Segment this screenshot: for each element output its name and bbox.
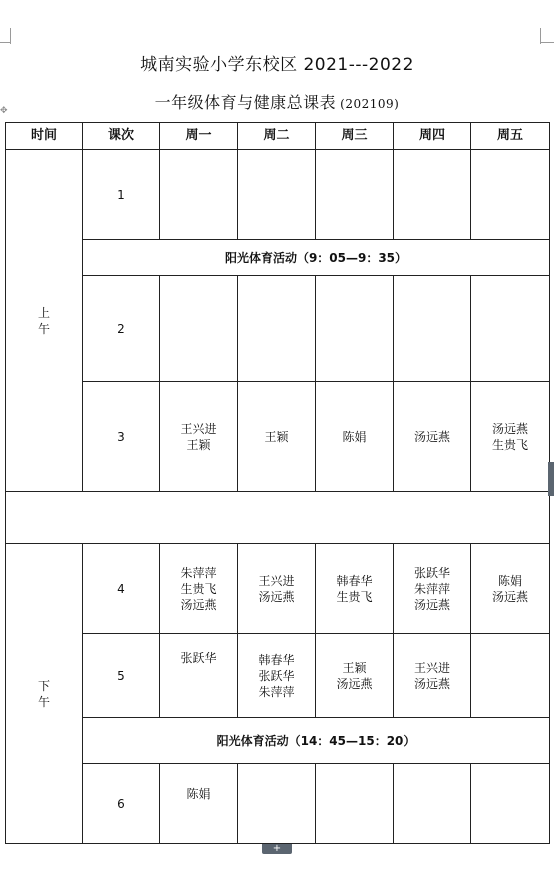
schedule-cell[interactable]: 朱萍萍 生贵飞 汤远燕 <box>160 544 238 634</box>
afternoon-activity-banner: 阳光体育活动（14：45—15：20） <box>83 718 550 764</box>
schedule-cell[interactable] <box>316 764 394 844</box>
morning-label <box>6 150 83 492</box>
schedule-cell[interactable] <box>160 150 238 240</box>
add-row-handle-icon[interactable]: + <box>262 844 292 854</box>
schedule-cell[interactable]: 张跃华 朱萍萍 汤远燕 <box>394 544 471 634</box>
schedule-cell[interactable]: 韩春华 张跃华 朱萍萍 <box>238 634 316 718</box>
morning-activity-banner: 阳光体育活动（9：05—9：35） <box>83 240 550 276</box>
crop-mark-top-right-h <box>541 42 554 43</box>
subtitle-code: (202109) <box>340 97 400 111</box>
schedule-cell[interactable]: 汤远燕 <box>394 382 471 492</box>
afternoon-label-1: 下 <box>37 678 50 693</box>
document-title: 城南实验小学东校区 2021---2022 <box>140 55 414 75</box>
table-row <box>6 382 550 492</box>
schedule-cell[interactable]: 王颖 <box>238 382 316 492</box>
header-period: 课次 <box>83 123 160 150</box>
side-scroll-tab[interactable] <box>548 462 554 496</box>
schedule-cell[interactable] <box>160 276 238 382</box>
table-header-row <box>6 123 550 150</box>
schedule-cell[interactable]: 王兴进 汤远燕 <box>238 544 316 634</box>
schedule-cell[interactable] <box>238 150 316 240</box>
period-number: 2 <box>83 276 160 382</box>
header-monday: 周一 <box>160 123 238 150</box>
header-friday: 周五 <box>471 123 550 150</box>
schedule-cell[interactable] <box>394 150 471 240</box>
schedule-cell[interactable]: 汤远燕 生贵飞 <box>471 382 550 492</box>
period-number: 5 <box>83 634 160 718</box>
schedule-cell[interactable] <box>394 764 471 844</box>
schedule-cell[interactable] <box>316 150 394 240</box>
table-row <box>6 718 550 764</box>
table-row <box>6 544 550 634</box>
morning-label-2: 午 <box>37 321 50 336</box>
schedule-table <box>5 122 550 844</box>
schedule-cell[interactable] <box>471 276 550 382</box>
schedule-cell[interactable] <box>316 276 394 382</box>
schedule-cell[interactable] <box>394 276 471 382</box>
schedule-cell[interactable]: 张跃华 <box>160 634 238 718</box>
period-number: 6 <box>83 764 160 844</box>
subtitle-text: 一年级体育与健康总课表 <box>154 93 337 112</box>
schedule-cell[interactable] <box>471 150 550 240</box>
period-number: 3 <box>83 382 160 492</box>
period-number: 1 <box>83 150 160 240</box>
header-thursday: 周四 <box>394 123 471 150</box>
table-row <box>6 634 550 718</box>
table-row <box>6 240 550 276</box>
table-row <box>6 150 550 240</box>
lunch-blank-row <box>6 492 550 544</box>
schedule-cell[interactable]: 陈娟 汤远燕 <box>471 544 550 634</box>
morning-label-1: 上 <box>37 305 50 320</box>
schedule-cell[interactable]: 韩春华 生贵飞 <box>316 544 394 634</box>
schedule-cell[interactable] <box>471 634 550 718</box>
header-wednesday: 周三 <box>316 123 394 150</box>
schedule-cell[interactable] <box>471 764 550 844</box>
afternoon-label <box>6 544 83 844</box>
table-row <box>6 276 550 382</box>
table-row-empty <box>6 492 550 544</box>
header-tuesday: 周二 <box>238 123 316 150</box>
schedule-cell[interactable]: 陈娟 <box>316 382 394 492</box>
schedule-cell[interactable] <box>238 276 316 382</box>
document-subtitle <box>0 90 554 116</box>
schedule-cell[interactable]: 陈娟 <box>160 764 238 844</box>
crop-mark-top-left-h <box>0 42 10 43</box>
schedule-cell[interactable]: 王兴进 王颖 <box>160 382 238 492</box>
afternoon-label-2: 午 <box>37 694 50 709</box>
period-number: 4 <box>83 544 160 634</box>
schedule-cell[interactable] <box>238 764 316 844</box>
header-time: 时间 <box>6 123 83 150</box>
table-move-handle-icon[interactable]: ✥ <box>0 106 8 116</box>
schedule-cell[interactable]: 王兴进 汤远燕 <box>394 634 471 718</box>
table-row <box>6 764 550 844</box>
schedule-cell[interactable]: 王颖 汤远燕 <box>316 634 394 718</box>
